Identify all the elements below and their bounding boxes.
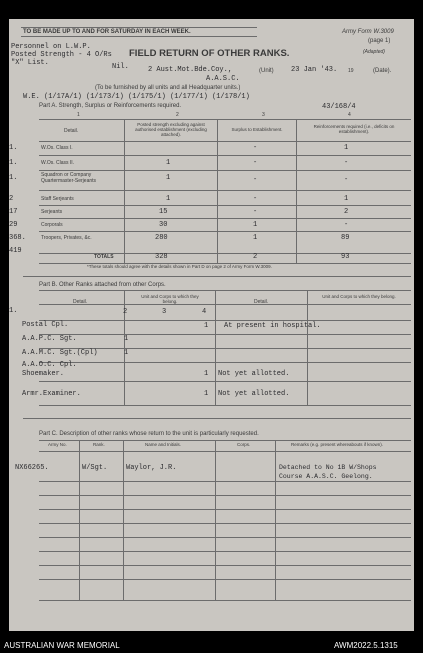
- part-b-rule-bottom: [39, 405, 411, 406]
- part-a-row-tally: 1.: [9, 174, 18, 182]
- part-a-row-surplus: -: [253, 176, 258, 184]
- part-b-row-qty: 1: [204, 322, 209, 330]
- part-a-row-detail: Corporals: [41, 222, 63, 228]
- typed-posted-strength: Posted Strength - 4 O/Rs: [11, 51, 112, 59]
- part-b-rule-top: [39, 290, 411, 291]
- part-a-row-tally: 17: [9, 208, 18, 216]
- part-a-totals-surplus: 2: [253, 253, 258, 261]
- part-c-row-name: Waylor, J.R.: [126, 464, 177, 472]
- part-b-row-detail: A.A.M.C. Sgt.(Cpl): [22, 349, 98, 357]
- part-a-row-rule: [39, 190, 411, 191]
- part-c-row-rule: [39, 509, 411, 510]
- part-a-col-divider-1: [124, 119, 125, 263]
- part-a-row-posted: 1: [166, 195, 171, 203]
- part-c-row-rule: [39, 523, 411, 524]
- part-a-row-reinforcements: -: [344, 159, 349, 167]
- part-c-row-rank: W/Sgt.: [82, 464, 108, 472]
- part-a-row-detail: W.Os. Class I.: [41, 145, 73, 151]
- part-c-col-divider-4: [275, 440, 276, 600]
- part-a-row-surplus: -: [253, 144, 258, 152]
- part-c-row-remarks: Detached to No 1B W/Shops: [279, 464, 377, 471]
- part-a-col-number-4: 4: [348, 112, 351, 118]
- part-a-row-detail: Troopers, Privates, &c.: [41, 235, 92, 241]
- part-a-col-divider-3: [296, 119, 297, 263]
- archive-caption: AUSTRALIAN WAR MEMORIAL: [4, 641, 120, 650]
- form-paper: [9, 19, 414, 631]
- part-a-row-detail: W.Os. Class II.: [41, 160, 75, 166]
- part-c-top-rule: [23, 418, 411, 419]
- part-a-row-rule: [39, 205, 411, 206]
- part-b-row-detail: A.A.O.C. Cpl.: [22, 361, 77, 369]
- part-b-row-remark: At present in hospital.: [224, 322, 321, 330]
- part-a-footnote: *These totals should agree with the details shown in Part D on page 2 of Army Form W.3009.: [87, 264, 272, 269]
- part-a-row-detail: Staff Serjeants: [41, 196, 74, 202]
- part-a-header-detail: Detail.: [64, 128, 79, 134]
- part-b-header-detail: Detail.: [73, 299, 88, 305]
- part-b-row-qty: 1: [204, 390, 209, 398]
- form-banner: TO BE MADE UP TO AND FOR SATURDAY IN EACH WEEK.: [23, 29, 191, 35]
- part-a-row-rule: [39, 218, 411, 219]
- form-title: FIELD RETURN OF OTHER RANKS.: [129, 48, 290, 59]
- part-b-row-rule: [39, 320, 411, 321]
- typed-we-number: 43/168/4: [322, 103, 356, 111]
- part-c-header-name: Name and Initials.: [145, 442, 182, 447]
- part-a-row-tally: 368.: [9, 234, 26, 242]
- typed-unit-name: 2 Aust.Mot.Bde.Coy.,: [148, 66, 233, 74]
- part-b-subnumber: 3: [162, 308, 167, 316]
- part-a-col-number-2: 2: [176, 112, 179, 118]
- part-a-row-reinforcements: -: [344, 221, 349, 229]
- part-a-row-reinforcements: 2: [344, 208, 349, 216]
- part-c-row-rule: [39, 565, 411, 566]
- part-a-row-tally: 29: [9, 221, 18, 229]
- part-a-row-rule: [39, 231, 411, 232]
- typed-date: 23 Jan '43.: [291, 66, 338, 74]
- part-b-row-qty: 1: [124, 335, 129, 343]
- part-c-rule-top: [39, 440, 411, 441]
- part-c-col-divider-1: [79, 440, 80, 600]
- part-c-heading: Part C. Description of other ranks whose return to the unit is particularly requested.: [39, 431, 259, 437]
- part-a-row-detail: Squadron or Company Quartermaster-Serjeants: [41, 172, 97, 184]
- part-a-row-surplus: 1: [253, 221, 258, 229]
- unit-label: (Unit): [259, 68, 274, 74]
- part-b-row-rule: [39, 334, 411, 335]
- part-c-header-rank: Rank.: [93, 442, 105, 447]
- part-a-row-detail: Serjeants: [41, 209, 63, 215]
- part-c-rule-header: [39, 451, 411, 452]
- date-century: 19: [348, 68, 354, 74]
- typed-unit-corps: A.A.S.C.: [206, 75, 240, 83]
- part-a-row-surplus: -: [253, 195, 258, 203]
- part-a-row-surplus: 1: [253, 234, 258, 242]
- part-a-row-surplus: -: [253, 159, 258, 167]
- part-a-row-reinforcements: 1: [344, 195, 349, 203]
- typed-we-line: W.E. (1/17A/1) (1/173/1) (1/175/1) (1/177/1) (1/178/1): [23, 93, 250, 101]
- part-b-rule-header: [39, 304, 411, 305]
- part-c-header-army-no: Army No.: [48, 442, 67, 447]
- typed-personnel-lwp: Personnel on L.W.P.: [11, 43, 91, 51]
- part-c-row-rule: [39, 537, 411, 538]
- part-b-row-detail: A.A.P.C. Sgt.: [22, 335, 77, 343]
- part-a-header-reinforcements: Reinforcements required (i.e., deficits on establishment).: [313, 124, 395, 135]
- typed-x-list: "X" List.: [11, 59, 49, 67]
- part-c-header-remarks: Remarks (e.g. present whereabouts if known).: [291, 442, 384, 447]
- part-a-row-tally: 1.: [9, 144, 18, 152]
- part-a-row-reinforcements: 1: [344, 144, 349, 152]
- part-a-row-rule: [39, 170, 411, 171]
- part-c-row-rule: [39, 579, 411, 580]
- part-a-row-posted: 15: [159, 208, 168, 216]
- part-b-top-rule: [23, 276, 411, 277]
- typed-nil: Nil.: [112, 63, 129, 71]
- part-a-totals-label: TOTALS: [94, 254, 114, 260]
- part-a-rule-top: [39, 119, 411, 120]
- part-b-row-rule: [39, 381, 411, 382]
- part-a-totals-reinforcements: 93: [341, 253, 350, 261]
- part-a-row-posted: 1: [166, 174, 171, 182]
- banner-top-rule: [21, 27, 257, 28]
- part-a-heading: Part A. Strength, Surplus or Reinforcements required.: [39, 103, 182, 109]
- form-page: (page 1): [368, 38, 391, 44]
- part-a-row-tally: 1.: [9, 159, 18, 167]
- part-b-row-qty: 1: [204, 370, 209, 378]
- archive-reference: AWM2022.5.1315: [334, 641, 398, 650]
- part-b-row-detail: Postal Cpl.: [22, 321, 69, 329]
- furnished-note: (To be furnished by all units and all Headquarter units.): [95, 85, 241, 91]
- part-c-row-rule: [39, 551, 411, 552]
- date-label: (Date).: [373, 68, 392, 74]
- part-a-totals-posted: 328: [155, 253, 168, 261]
- part-a-row-reinforcements: -: [344, 176, 349, 184]
- part-a-row-tally: 2: [9, 195, 14, 203]
- part-b-header-unit-corps: Unit and Corps to which they belong.: [141, 294, 199, 305]
- part-b-row-rule: [39, 362, 411, 363]
- part-b-row-detail: Shoemaker.: [22, 370, 65, 378]
- part-a-col-divider-2: [217, 119, 218, 263]
- part-b-header-detail-2: Detail.: [254, 299, 269, 305]
- part-b-subnumber: 2: [123, 308, 128, 316]
- part-c-row-rule: [39, 495, 411, 496]
- part-b-header-unit-corps-2: Unit and Corps to which they belong.: [322, 294, 396, 299]
- part-c-rule-bottom: [39, 600, 411, 601]
- part-a-totals-tally: 419: [9, 247, 22, 255]
- part-a-header-posted: Posted strength excluding against authorised establishment (excluding attached).: [135, 122, 207, 138]
- part-c-col-divider-2: [123, 440, 124, 600]
- part-c-header-corps: Corps.: [237, 442, 251, 447]
- part-b-heading: Part B. Other Ranks attached from other Corps.: [39, 282, 166, 288]
- part-a-row-reinforcements: 89: [341, 234, 350, 242]
- part-b-row-remark: Not yet allotted.: [218, 370, 290, 378]
- part-c-row-army-no: NX66265.: [15, 464, 49, 472]
- form-reference: Army Form W.3009: [342, 29, 394, 35]
- part-a-row-posted: 280: [155, 234, 168, 242]
- part-c-col-divider-3: [215, 440, 216, 600]
- part-b-row-remark: Not yet allotted.: [218, 390, 290, 398]
- part-b-row-detail: Armr.Examiner.: [22, 390, 81, 398]
- part-b-row-detail: 1.: [9, 307, 18, 315]
- part-a-header-surplus: Surplus to Establishment.: [231, 127, 283, 132]
- part-a-row-rule: [39, 155, 411, 156]
- banner-bottom-rule: [21, 36, 257, 37]
- part-a-rule-header: [39, 141, 411, 142]
- part-a-row-posted: 30: [159, 221, 168, 229]
- part-a-col-number-3: 3: [262, 112, 265, 118]
- part-c-row-rule: [39, 481, 411, 482]
- part-c-row-remarks: Course A.A.S.C. Geelong.: [279, 473, 373, 480]
- part-a-col-number-1: 1: [77, 112, 80, 118]
- part-b-row-qty: 1: [124, 349, 129, 357]
- form-adapted: (Adapted): [363, 49, 385, 55]
- part-a-row-surplus: -: [253, 208, 258, 216]
- part-a-row-posted: 1: [166, 159, 171, 167]
- part-b-subnumber: 4: [202, 308, 207, 316]
